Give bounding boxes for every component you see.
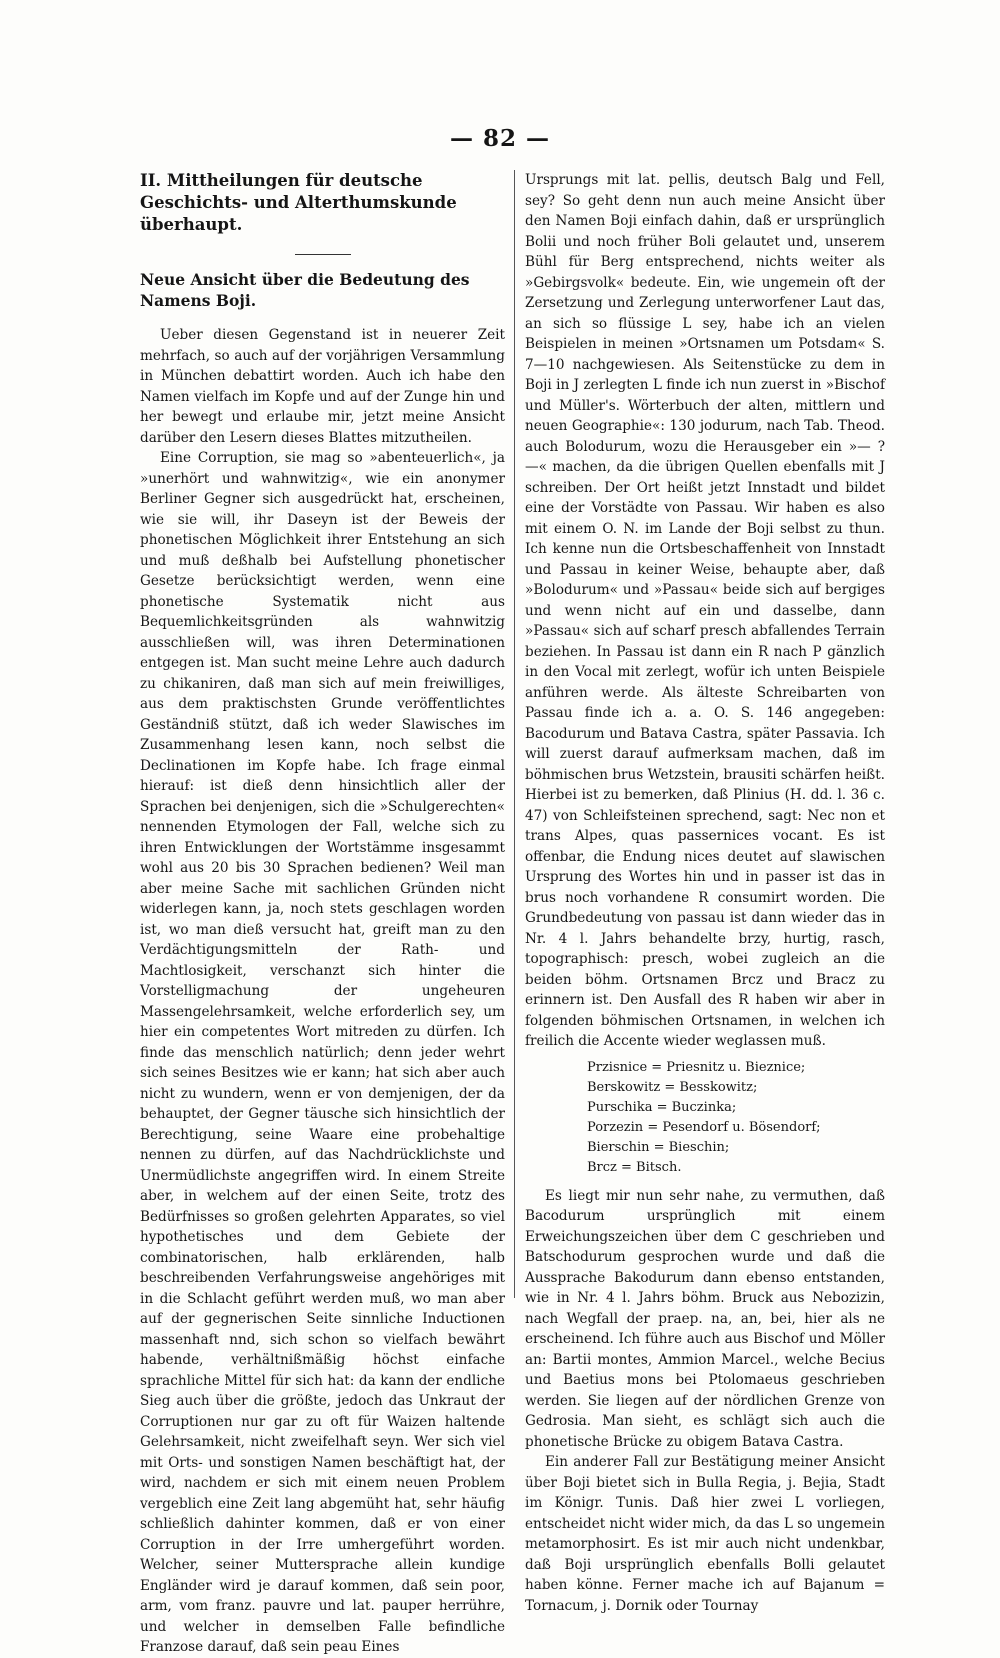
list-item: Bierschin = Bieschin; [587,1139,730,1155]
section-heading: II. Mittheilungen für deutsche Geschichts- und Alterthumskunde überhaupt. [140,171,457,234]
page-number: — 82 — [449,125,551,152]
place-name-list [587,1058,885,1178]
list-item: Przisnice = Priesnitz u. Bieznice; [587,1059,806,1075]
paragraph: Eine Corruption, sie mag so »abenteuerlich«, ja »unerhört und wahnwitzig«, wie ein anonymer Berliner Gegner sich ausgedrückt hat, erscheinen, wie sie will, ihr Daseyn ist der Beweis der phonetischen Möglichkeit ihrer Entstehung an sich und muß deßhalb bei Aufstellung phonetischer Gesetze berücksichtigt werden, wenn eine phonetische Systematik nicht aus Bequemlichkeitsgründen als wahnwitzig ausschließen will, was ihren Determinationen entgegen ist. Man sucht meine Lehre auch dadurch zu chikaniren, daß man sich auf mein freiwilliges, aus dem praktischsten Grunde veröffentlichtes Geständniß stützt, daß ich weder Slawisches im Zusammenhang lesen kann, noch selbst die Declinationen im Kopfe habe. Ich frage einmal hierauf: ist dieß denn hinsichtlich aller der Sprachen bei denjenigen, sich die »Schulgerechten« nennenden Etymologen der Fall, welche sich zu ihren Entwicklungen der Wortstämme insgesammt wohl aus 20 bis 30 Sprachen bedienen? Weil man aber meine Sache mit sachlichen Gründen nicht widerlegen kann, ja, noch stets geschlagen worden ist, wo man dieß versucht hat, greift man zu den Verdächtigungsmitteln der Rath- und Machtlosigkeit, verschanzt sich hinter die Vorstelligmachung der ungeheuren Massengelehrsamkeit, welche erforderlich sey, um hier ein competentes Wort mitreden zu dürfen. Ich finde das menschlich natürlich; denn jeder wehrt sich seines Besitzes wie er kann; hat sich aber auch nicht zu wundern, wenn er von demjenigen, der da behauptet, der Gegner täusche sich hinsichtlich der Berechtigung, seine Waare eine probehaltige nennen zu dürfen, auf das Nachdrücklichste und Unermüdlichste angegriffen wird. In einem Streite aber, in welchem auf der einen Seite, trotz des Bedürfnisses so großen gelehrten Apparates, so viel hypothetisches und dem Gebiete der combinatorischen, halb erklärenden, halb beschreibenden Verfahrungsweise angehöriges mit in die Schlacht geführt werden muß, wo man aber auf der gegnerischen Seite sinnliche Inductionen massenhaft nnd, sich schon so vielfach bewährt habende, verhältnißmäßig höchst einfache sprachliche Mittel für sich hat: da kann der endliche Sieg auch über die größte, jedoch das Unkraut der Corruptionen nur gar zu oft für Waizen haltende Gelehrsamkeit, nicht zweifelhaft seyn. Wer sich viel mit Orts- und sonstigen Namen beschäftigt hat, der wird, nachdem er sich mit einem neuen Problem vergeblich eine Zeit lang abgemüht hat, sehr häufig schließlich dahinter kommen, daß er von einer Corruption in der Irre umhergeführt worden. Welcher, seiner Muttersprache allein kundige Engländer wird je darauf kommen, daß sein poor, arm, vom franz. pauvre und lat. pauper herrühre, und welcher in demselben Falle befindliche Franzose darauf, daß sein peau Eines [140,450,505,1655]
article-title: Neue Ansicht über die Bedeutung des Namens Boji. [140,270,470,310]
right-column [525,170,885,1616]
list-item: Brcz = Bitsch. [587,1159,682,1175]
paragraph: Ueber diesen Gegenstand ist in neuerer Zeit mehrfach, so auch auf der vorjährigen Versammlung in München debattirt worden. Auch ich habe den Namen vielfach im Kopfe und auf der Zunge hin und her bewegt und erlaube mir, jetzt meine Ansicht darüber den Lesern dieses Blattes mitzutheilen. [140,327,505,446]
list-item: Porzezin = Pesendorf u. Bösendorf; [587,1119,821,1135]
left-column [140,170,505,1658]
paragraph: Ein anderer Fall zur Bestätigung meiner Ansicht über Boji bietet sich in Bulla Regia, j. Bejia, Stadt im Königr. Tunis. Daß hier zwei L vorliegen, entscheidet nicht wider mich, da das L so ungemein metamorphosirt. Es ist mir auch nicht undenkbar, daß Boji ursprünglich ebenfalls Bolli gelautet haben könne. Ferner mache ich auf Bajanum = Tornacum, j. Dornik oder Tournay [525,1454,885,1614]
paragraph: Ursprungs mit lat. pellis, deutsch Balg und Fell, sey? So geht denn nun auch meine Ansicht über den Namen Boji einfach dahin, daß er ursprünglich Bolii und noch früher Boli gelautet und, unserem Bühl für Berg entsprechend, nichts weiter als »Gebirgsvolk« bedeute. Ein, wie ungemein oft der Zersetzung und Zerlegung unterworfener Laut das, an sich so flüssige L sey, habe ich an vielen Beispielen in meinen »Ortsnamen um Potsdam« S. 7—10 nachgewiesen. Als Seitenstücke zu dem in Boji in J zerlegten L finde ich nun zuerst in »Bischof und Müller's. Wörterbuch der alten, mittlern und neuen Geographie«: 130 jodurum, nach Tab. Theod. auch Bolodurum, wozu die Herausgeber ein »— ? —« machen, da die übrigen Quellen ebenfalls mit J schreiben. Der Ort heißt jetzt Innstadt und bildet eine der Vorstädte von Passau. Wir haben es also mit einem O. N. im Lande der Boji selbst zu thun. Ich kenne nun die Ortsbeschaffenheit von Innstadt und Passau in keiner Weise, behaupte aber, daß »Bolodurum« und »Passau« beide sich auf bergiges und wenn nicht auf ein und dasselbe, dann »Passau« sich auf scharf presch abfallendes Terrain beziehen. In Passau ist dann ein R nach P gänzlich in den Vocal mit zerlegt, wofür ich unten Beispiele anführen werde. Als älteste Schreibarten von Passau finde ich a. a. O. S. 146 angegeben: Bacodurum und Batava Castra, später Passavia. Ich will zuerst darauf aufmerksam machen, daß im böhmischen brus Wetzstein, brausiti schärfen heißt. Hierbei ist zu bemerken, daß Plinius (H. dd. l. 36 c. 47) von Schleifsteinen sprechend, sagt: Nec non et trans Alpes, quas passernices vocant. Es ist offenbar, die Endung nices deutet auf slawischen Ursprung des Wortes hin und in passer ist das in brus noch vorhandene R consumirt worden. Die Grundbedeutung von passau ist dann wieder das in Nr. 4 l. Jahrs behandelte brzy, hurtig, rasch, topographisch: presch, wobei zugleich an die beiden böhm. Ortsnamen Brcz und Bracz zu erinnern ist. Den Ausfall des R haben wir aber in folgenden böhmischen Ortsnamen, in welchen ich freilich die Accente wieder weglassen muß. [525,172,885,1049]
list-item: Purschika = Buczinka; [587,1099,737,1115]
list-item: Berskowitz = Besskowitz; [587,1079,758,1095]
paragraph: Es liegt mir nun sehr nahe, zu vermuthen, daß Bacodurum ursprünglich mit einem Erweichungszeichen über dem C geschrieben und Batschodurum gesprochen wurde und daß die Aussprache Bakodurum dann ebenso entstanden, wie in Nr. 4 l. Jahrs böhm. Bruck aus Nebozizin, nach Wegfall der praep. na, an, bei, hier als ne erscheinend. Ich führe auch aus Bischof und Möller an: Bartii montes, Ammion Marcel., welche Becius und Baetius mons bei Ptolomaeus geschrieben werden. Sie liegen auf der nördlichen Grenze von Gedrosia. Man sieht, es schlägt sich auch die phonetische Brücke zu obigem Batava Castra. [525,1187,885,1450]
column-divider [514,170,515,1298]
title-divider [295,254,351,255]
